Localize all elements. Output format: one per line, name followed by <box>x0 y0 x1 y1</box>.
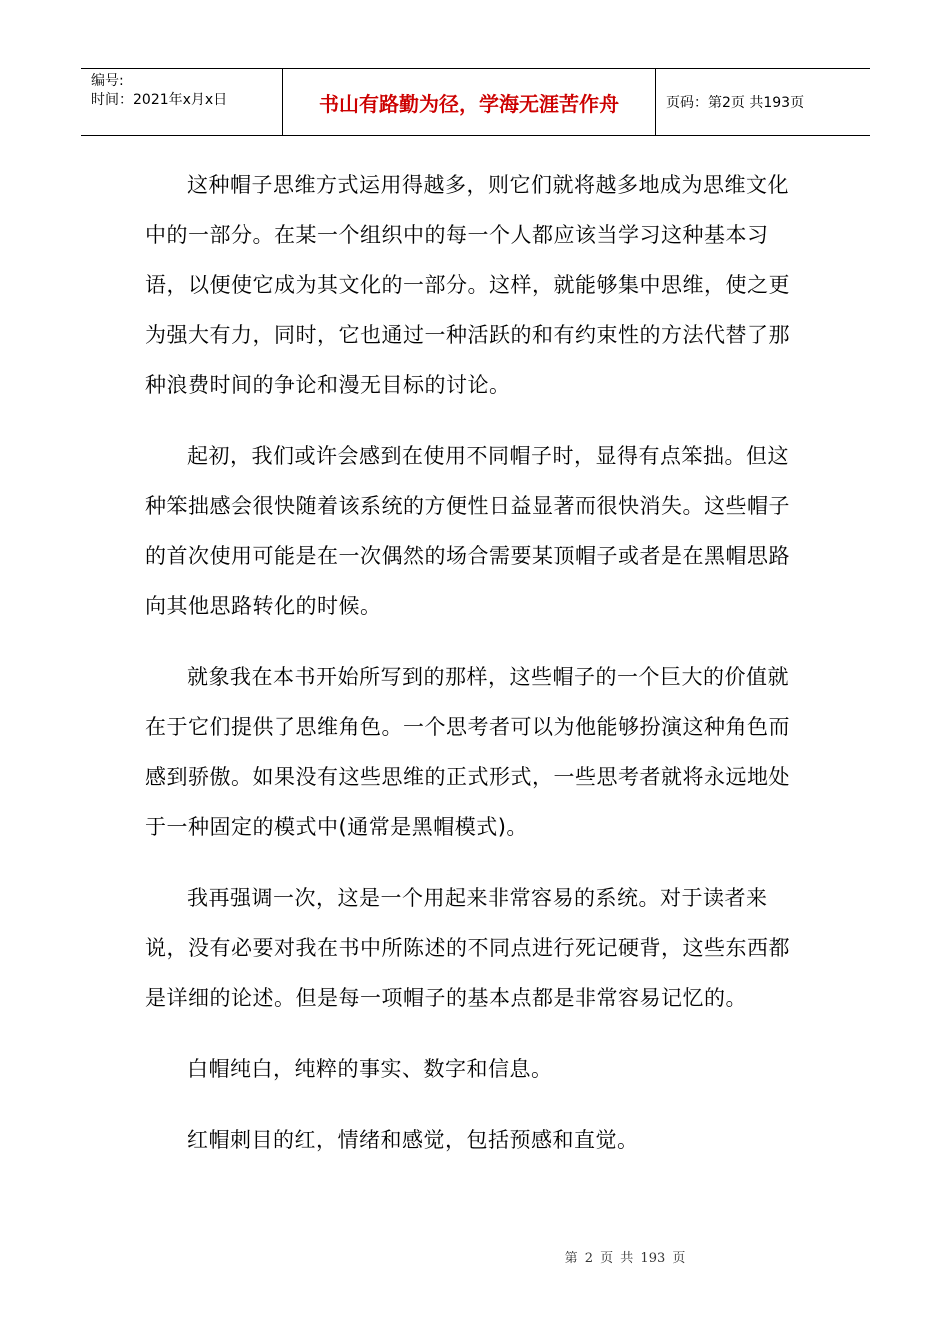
page-footer: 第 2 页 共 193 页 <box>564 1251 686 1266</box>
paragraph: 起初，我们或许会感到在使用不同帽子时，显得有点笨拙。但这种笨拙感会很快随着该系统的方便性日益显著而很快消失。这些帽子的首次使用可能是在一次偶然的场合需要某顶帽子或者是在黑帽思路向其他思路转化的时候。 <box>145 444 790 618</box>
header-meta <box>81 69 283 135</box>
header-motto: 书山有路勤为径，学海无涯苦作舟 <box>283 69 656 135</box>
document-body <box>145 160 795 1186</box>
paragraph: 就象我在本书开始所写到的那样，这些帽子的一个巨大的价值就在于它们提供了思维角色。一个思考者可以为他能够扮演这种角色而感到骄傲。如果没有这些思维的正式形式，一些思考者就将永远地处于一种固定的模式中(通常是黑帽模式)。 <box>145 665 790 839</box>
paragraph: 我再强调一次，这是一个用起来非常容易的系统。对于读者来说，没有必要对我在书中所陈述的不同点进行死记硬背，这些东西都是详细的论述。但是每一项帽子的基本点都是非常容易记忆的。 <box>145 886 790 1010</box>
paragraph: 这种帽子思维方式运用得越多，则它们就将越多地成为思维文化中的一部分。在某一个组织中的每一个人都应该当学习这种基本习语，以便使它成为其文化的一部分。这样，就能够集中思维，使之更为强大有力，同时，它也通过一种活跃的和有约束性的方法代替了那种浪费时间的争论和漫无目标的讨论。 <box>145 173 790 397</box>
paragraph: 白帽纯白，纯粹的事实、数字和信息。 <box>187 1057 553 1081</box>
document-time-label: 时间：2021年x月x日 <box>91 92 228 108</box>
paragraph: 红帽刺目的红，情绪和感觉，包括预感和直觉。 <box>187 1128 639 1152</box>
document-number-label: 编号: <box>91 73 124 89</box>
page-header <box>81 68 870 136</box>
header-page-info: 页码：第2页 共193页 <box>666 95 805 111</box>
